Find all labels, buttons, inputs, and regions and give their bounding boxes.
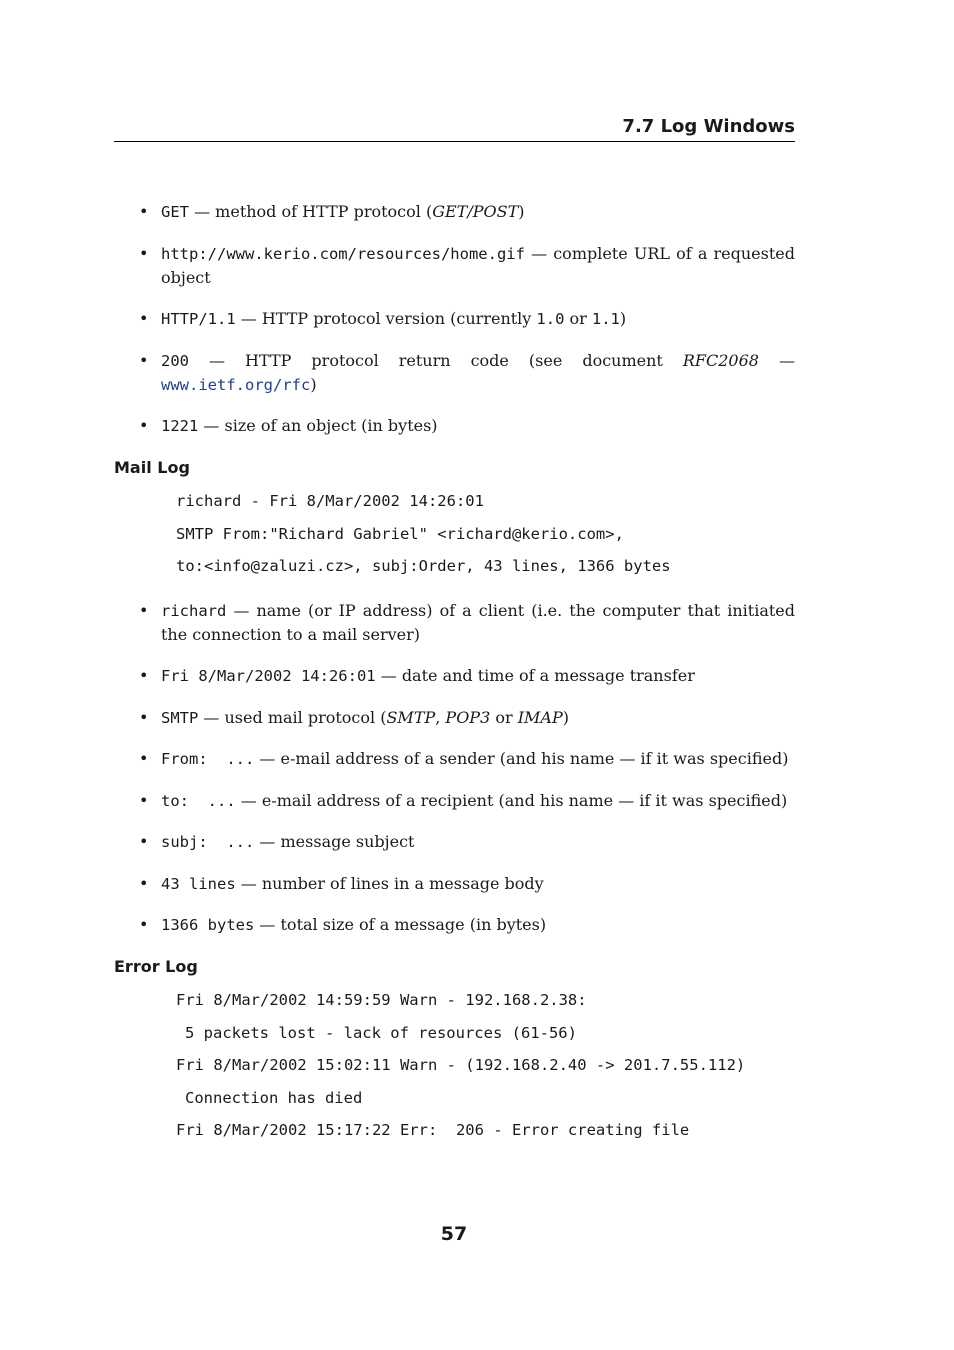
separator: , xyxy=(435,707,446,727)
emphasis: RFC2068 xyxy=(682,350,759,370)
item-description: — total size of a message (in bytes) xyxy=(254,915,547,934)
item-description: — number of lines in a message body xyxy=(235,873,544,893)
log-line: Fri 8/Mar/2002 15:02:11 Warn - (192.168.2.40 -> 201.7.55.112) xyxy=(176,1056,746,1074)
log-line: Connection has died xyxy=(185,1088,363,1107)
item-description: — HTTP protocol return code (see document xyxy=(189,350,683,370)
code-term: 1.1 xyxy=(591,310,620,328)
closing-paren: ) xyxy=(619,309,627,328)
item-description: — used mail protocol ( xyxy=(198,707,387,727)
code-term: richard xyxy=(161,601,227,620)
running-header-title: 7.7 Log Windows xyxy=(622,116,795,137)
emphasis: POST xyxy=(472,202,519,221)
separator: — xyxy=(758,350,795,370)
log-line: 5 packets lost - lack of resources (61-56) xyxy=(185,1023,577,1042)
item-description: — message subject xyxy=(254,832,415,851)
list-item-return-code xyxy=(114,349,795,397)
list-item-date xyxy=(114,664,795,688)
mail-fields-list xyxy=(114,599,795,938)
item-description: — size of an object (in bytes) xyxy=(198,416,438,435)
log-line: Fri 8/Mar/2002 15:17:22 Err: 206 - Error creating file xyxy=(176,1121,690,1139)
list-item-size xyxy=(114,414,795,438)
error-log-example xyxy=(176,984,795,1147)
item-description: — HTTP protocol version (currently xyxy=(235,309,537,328)
list-item-url xyxy=(114,242,795,290)
rfc-link[interactable]: www.ietf.org/rfc xyxy=(161,375,311,394)
log-line: to:<info@zaluzi.cz>, subj:Order, 43 lines, 1366 bytes xyxy=(176,557,671,575)
list-item-client xyxy=(114,599,795,647)
page-number: 57 xyxy=(440,1223,468,1245)
list-item-get xyxy=(114,200,795,224)
code-term: http://www.kerio.com/resources/home.gif xyxy=(161,244,525,263)
code-term: 200 xyxy=(161,351,189,370)
http-fields-list xyxy=(114,200,795,438)
code-term: GET xyxy=(161,203,189,221)
error-log-heading: Error Log xyxy=(114,957,198,976)
item-description: — complete URL of a requested object xyxy=(161,243,795,287)
closing-paren: ) xyxy=(518,202,525,221)
log-line: Fri 8/Mar/2002 14:59:59 Warn - 192.168.2.38: xyxy=(176,991,587,1009)
connector-text: or xyxy=(564,309,592,328)
list-item-http-version xyxy=(114,307,795,331)
page-content xyxy=(114,200,795,1163)
item-description: — e-mail address of a recipient (and his name — if it was specified) xyxy=(235,790,788,810)
code-term: subj: ... xyxy=(161,833,255,851)
item-description: — e-mail address of a sender (and his name — if it was specified) xyxy=(254,749,789,768)
closing-paren: ) xyxy=(310,374,317,394)
list-item-bytes xyxy=(114,913,795,937)
list-item-subject xyxy=(114,830,795,854)
list-item-protocol xyxy=(114,706,795,730)
list-item-lines xyxy=(114,872,795,896)
item-description: — name (or IP address) of a client (i.e. the computer that initiated the connection to a mail server) xyxy=(161,600,795,644)
list-item-from xyxy=(114,747,795,771)
code-term: From: ... xyxy=(161,750,255,768)
separator: / xyxy=(467,202,473,221)
log-line: SMTP From:"Richard Gabriel" <richard@kerio.com>, xyxy=(176,524,624,543)
code-term: to: ... xyxy=(161,791,236,810)
mail-log-example xyxy=(176,485,795,583)
code-term: HTTP/1.1 xyxy=(161,310,236,328)
emphasis: GET xyxy=(432,202,468,221)
log-line: richard - Fri 8/Mar/2002 14:26:01 xyxy=(176,492,484,510)
running-header xyxy=(114,114,795,142)
code-term: 1.0 xyxy=(536,310,565,328)
code-term: SMTP xyxy=(161,708,199,727)
code-term: Fri 8/Mar/2002 14:26:01 xyxy=(161,667,376,685)
list-item-to xyxy=(114,789,795,813)
emphasis: SMTP xyxy=(386,707,436,727)
item-description: — date and time of a message transfer xyxy=(375,666,695,685)
code-term: 43 lines xyxy=(161,874,236,893)
code-term: 1221 xyxy=(161,417,199,435)
item-description: — method of HTTP protocol ( xyxy=(189,202,433,221)
closing-paren: ) xyxy=(562,707,569,727)
code-term: 1366 bytes xyxy=(161,916,255,934)
mail-log-heading: Mail Log xyxy=(114,458,190,477)
emphasis: IMAP xyxy=(517,707,563,727)
emphasis: POP3 xyxy=(445,707,491,727)
separator: or xyxy=(490,707,518,727)
